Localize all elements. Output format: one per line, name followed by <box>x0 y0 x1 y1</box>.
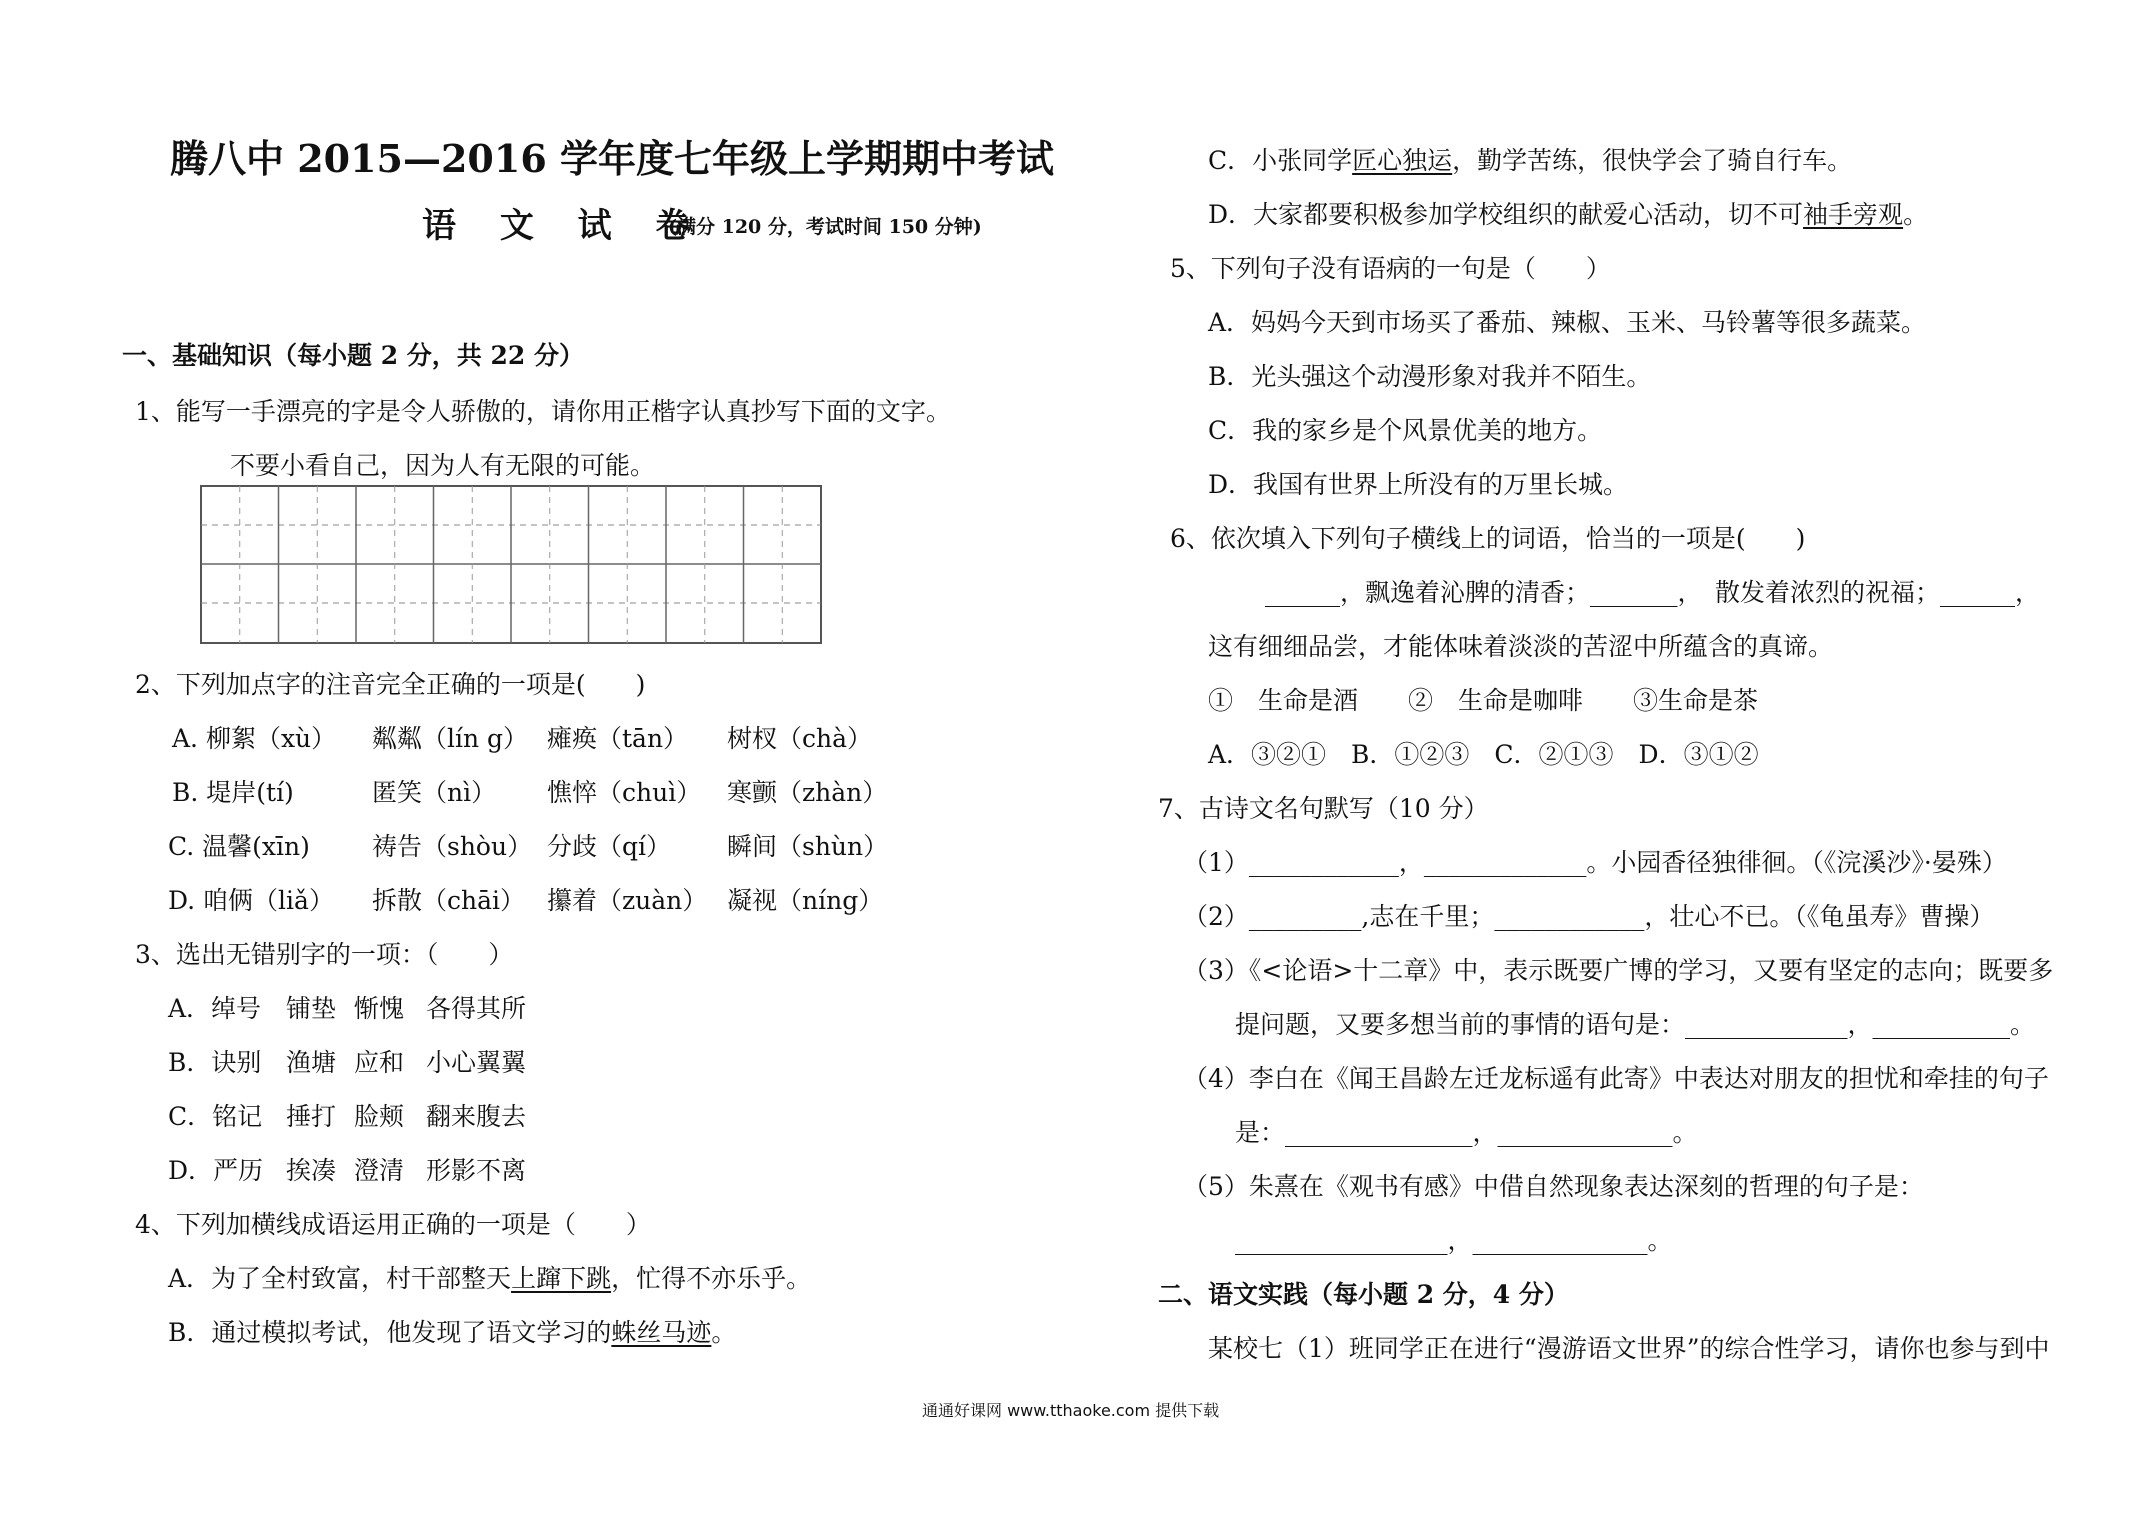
q6-options: A．③②① B．①②③ C．②①③ D．③①② <box>1208 740 1759 769</box>
q7-part-5-line-2: _________________，______________。 <box>1235 1226 1673 1255</box>
q4-d-pre: D．大家都要积极参加学校组织的献爱心活动，切不可 <box>1208 200 1804 229</box>
q4-b-idiom: 蛛丝马迹 <box>611 1318 712 1347</box>
q3-c-3: 脸颊 <box>354 1102 405 1131</box>
q1-text: 不要小看自己，因为人有无限的可能。 <box>230 451 656 480</box>
q2-d-4: 凝视（níng） <box>727 886 884 915</box>
q4-a-post: ，忙得不亦乐乎。 <box>611 1264 812 1293</box>
q4-option-a <box>168 1259 811 1295</box>
q2-b-2: 匿笑（nì） <box>372 778 497 807</box>
q4-option-b <box>168 1313 736 1349</box>
q3-row-b <box>168 1043 526 1079</box>
q7-part-5-line-1: （5）朱熹在《观书有感》中借自然现象表达深刻的哲理的句子是： <box>1183 1172 1924 1201</box>
q4-b-post: 。 <box>711 1318 737 1347</box>
q4-c-idiom: 匠心独运 <box>1352 146 1453 175</box>
section-2-intro: 某校七（1）班同学正在进行“漫游语文世界”的综合性学习，请你也参与到中 <box>1208 1334 2050 1363</box>
q2-c-2: 祷告（shòu） <box>372 832 533 861</box>
q7-stem: 7、古诗文名句默写（10 分） <box>1158 794 1489 823</box>
q2-a-3: 瘫痪（tān） <box>547 724 689 753</box>
page-footer: 通通好课网 www.tthaoke.com 提供下载 <box>922 1401 1220 1420</box>
q7-part-3-line-2: 提问题，又要多想当前的事情的语句是：_____________，___________。 <box>1235 1010 2036 1039</box>
q7-part-1: （1）____________，_____________。小园香径独徘徊。（《浣溪沙》·晏殊） <box>1183 848 2007 877</box>
q6-stem: 6、依次填入下列句子横线上的词语，恰当的一项是( ) <box>1170 524 1806 553</box>
q6-line-1: ______，飘逸着沁脾的清香；_______， 散发着浓烈的祝福；______， <box>1265 578 2041 607</box>
q2-row-a <box>172 719 872 755</box>
q3-stem: 3、选出无错别字的一项：（ ） <box>135 940 514 969</box>
q3-d-4: 形影不离 <box>426 1156 527 1185</box>
section-1-heading: 一、基础知识（每小题 2 分，共 22 分） <box>122 341 585 370</box>
q3-c-2: 捶打 <box>286 1102 337 1131</box>
q2-row-d <box>168 881 883 917</box>
q2-b-3: 憔悴（chuì） <box>547 778 702 807</box>
q2-c-3: 分歧（qí） <box>547 832 671 861</box>
q4-d-post: 。 <box>1903 200 1929 229</box>
q3-row-c <box>168 1097 526 1133</box>
q6-line-2: 这有细细品尝，才能体味着淡淡的苦涩中所蕴含的真谛。 <box>1208 632 1834 661</box>
q2-a-4: 树杈（chà） <box>727 724 873 753</box>
q4-a-idiom: 上蹿下跳 <box>511 1264 612 1293</box>
q2-d-3: 攥着（zuàn） <box>547 886 708 915</box>
q3-c-4: 翻来腹去 <box>426 1102 527 1131</box>
q3-a-2: 铺垫 <box>286 994 337 1023</box>
q3-a-4: 各得其所 <box>426 994 527 1023</box>
q2-b-1: B. 堤岸(tí) <box>172 778 294 807</box>
exam-subtitle: 语 文 试 卷 <box>422 206 706 246</box>
q3-b-3: 应和 <box>354 1048 405 1077</box>
q4-c-post: ，勤学苦练，很快学会了骑自行车。 <box>1452 146 1853 175</box>
q2-a-2: 粼粼（lín g） <box>372 724 529 753</box>
q5-option-d: D．我国有世界上所没有的万里长城。 <box>1208 470 1629 499</box>
q4-stem: 4、下列加横线成语运用正确的一项是（ ） <box>135 1210 651 1239</box>
q4-option-c <box>1208 141 1852 177</box>
q3-c-1: C．铭记 <box>168 1102 263 1131</box>
q2-d-2: 拆散（chāi） <box>372 886 526 915</box>
q5-option-c: C．我的家乡是个风景优美的地方。 <box>1208 416 1603 445</box>
q2-row-c <box>168 827 888 863</box>
q7-part-2: （2）_________,志在千里；____________，壮心不已。（《龟虽寿》曹操） <box>1183 902 1995 931</box>
q7-part-4-line-2: 是：_______________，______________。 <box>1235 1118 1698 1147</box>
q6-choices: ① 生命是酒 ② 生命是咖啡 ③生命是茶 <box>1208 686 1759 715</box>
q4-c-pre: C．小张同学 <box>1208 146 1353 175</box>
q2-stem: 2、下列加点字的注音完全正确的一项是( ) <box>135 670 646 699</box>
q7-part-3-line-1: （3）《<论语>十二章》中，表示既要广博的学习，又要有坚定的志向；既要多 <box>1183 956 2054 985</box>
q2-b-4: 寒颤（zhàn） <box>727 778 888 807</box>
q3-b-4: 小心翼翼 <box>426 1048 527 1077</box>
q2-row-b <box>172 773 887 809</box>
q3-b-1: B．诀别 <box>168 1048 262 1077</box>
q2-d-1: D. 咱俩（liǎ） <box>168 886 334 915</box>
q5-option-b: B．光头强这个动漫形象对我并不陌生。 <box>1208 362 1652 391</box>
q3-a-1: A．绰号 <box>168 994 262 1023</box>
q4-d-idiom: 袖手旁观 <box>1803 200 1904 229</box>
q4-option-d <box>1208 195 1928 231</box>
q3-d-3: 澄清 <box>354 1156 405 1185</box>
exam-note: (满分 120 分，考试时间 150 分钟) <box>668 216 982 238</box>
q2-a-1: A. 柳絮（xù） <box>172 724 337 753</box>
q3-row-d <box>168 1151 526 1187</box>
q5-stem: 5、下列句子没有语病的一句是（ ） <box>1170 254 1611 283</box>
section-2-heading: 二、语文实践（每小题 2 分，4 分） <box>1158 1280 1569 1309</box>
writing-grid[interactable] <box>200 485 822 644</box>
q3-row-a <box>168 989 526 1025</box>
q3-d-1: D．严历 <box>168 1156 264 1185</box>
q3-b-2: 渔塘 <box>286 1048 337 1077</box>
q7-part-4-line-1: （4）李白在《闻王昌龄左迁龙标遥有此寄》中表达对朋友的担忧和牵挂的句子 <box>1183 1064 2049 1093</box>
q2-c-1: C. 温馨(xīn) <box>168 832 310 861</box>
q2-c-4: 瞬间（shùn） <box>727 832 889 861</box>
q3-d-2: 挨凑 <box>286 1156 337 1185</box>
exam-title: 腾八中 2015—2016 学年度七年级上学期期中考试 <box>170 136 1054 181</box>
q1-stem: 1、能写一手漂亮的字是令人骄傲的，请你用正楷字认真抄写下面的文字。 <box>135 397 951 426</box>
q3-a-3: 惭愧 <box>354 994 405 1023</box>
q5-option-a: A．妈妈今天到市场买了番茄、辣椒、玉米、马铃薯等很多蔬菜。 <box>1208 308 1927 337</box>
q4-b-pre: B．通过模拟考试，他发现了语文学习的 <box>168 1318 612 1347</box>
q4-a-pre: A．为了全村致富，村干部整天 <box>168 1264 512 1293</box>
